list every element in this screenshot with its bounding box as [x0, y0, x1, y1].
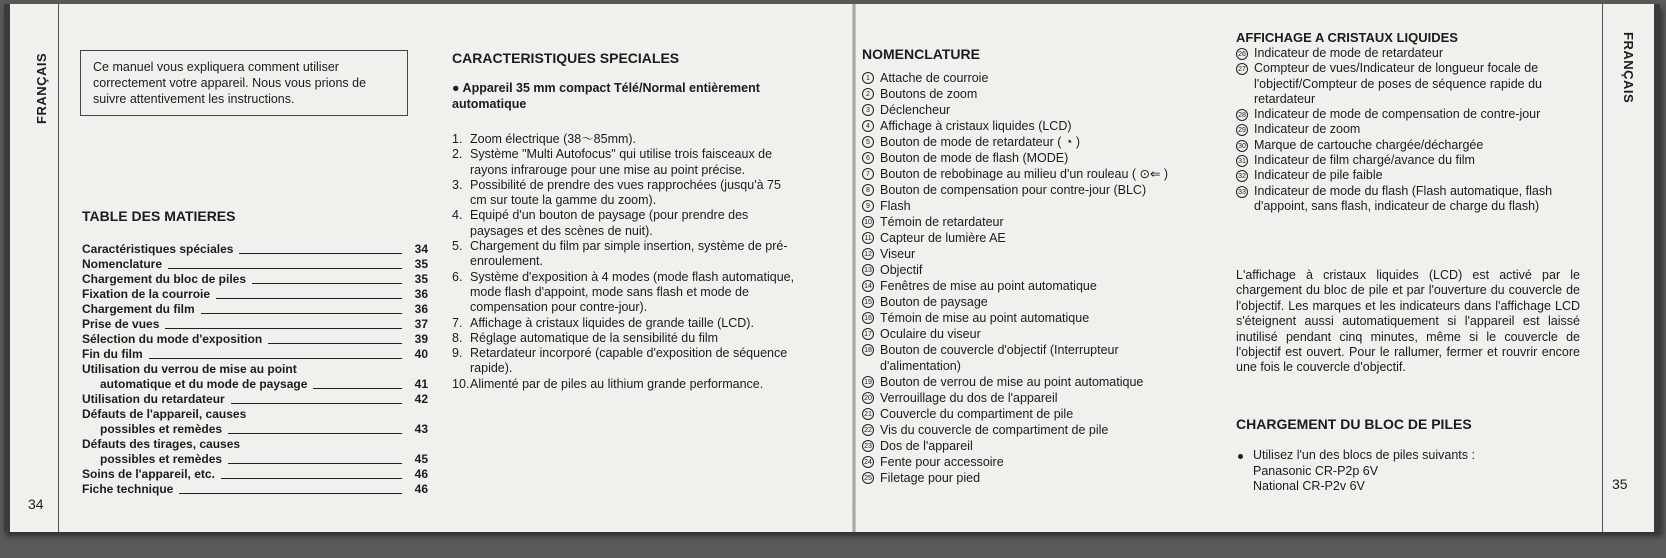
nomenclature-item-text: Bouton de compensation pour contre-jour (BLC): [880, 183, 1147, 197]
toc-entry-page: 43: [414, 422, 428, 436]
lcd-paragraph: L'affichage à cristaux liquides (LCD) est activé par le chargement du bloc de pile et par l'ouverture du couvercle de l'objectif. Les marques et les indicateurs dans l'affichage LCD s'éteignent aussi automatiquement si l'appareil est laissé inutilisé pendant cinq minutes, même si le couvercle de l'objectif est ouvert. Pour le rallumer, fermer et rouvrir encore une fois le couvercle d'objectif.: [1236, 268, 1580, 375]
nomenclature-item: [862, 390, 1202, 406]
feature-text: Zoom électrique (38～85mm).: [470, 132, 637, 146]
circled-number: 31: [1236, 155, 1248, 167]
nomenclature-item-text: Capteur de lumière AE: [880, 231, 1006, 245]
lcd-item: [1236, 138, 1580, 153]
toc-entry: [82, 272, 428, 287]
toc-entry-title: Utilisation du retardateur: [82, 392, 225, 406]
circled-number: 5: [862, 136, 874, 148]
circled-number: 21: [862, 408, 874, 420]
nomenclature-title: NOMENCLATURE: [862, 46, 980, 62]
lcd-item-text: Compteur de vues/Indicateur de longueur focale de l'objectif/Compteur de poses de séquence rapide du retardateur: [1254, 61, 1542, 106]
toc-entry: [82, 467, 428, 482]
circled-number: 15: [862, 296, 874, 308]
nomenclature-item: [862, 406, 1202, 422]
toc-entry: [82, 257, 428, 272]
battery-section: [1236, 448, 1580, 495]
lcd-title: AFFICHAGE A CRISTAUX LIQUIDES: [1236, 30, 1458, 45]
manual-spread: [4, 4, 1660, 532]
feature-text: Système d'exposition à 4 modes (mode flash automatique, mode flash d'appoint, mode sans flash et mode de compensation pour contre-jour).: [470, 269, 795, 315]
toc-entry-page: 39: [414, 332, 428, 346]
page-edge-left: [4, 4, 10, 532]
circled-number: 24: [862, 456, 874, 468]
nomenclature-item-text: Bouton de verrou de mise au point automatique: [880, 375, 1144, 389]
feature-number: 1.: [452, 132, 463, 146]
features-title: CARACTERISTIQUES SPECIALES: [452, 50, 680, 66]
battery-bullet: Utilisez l'un des blocs de piles suivants :: [1253, 448, 1475, 462]
lcd-item: [1236, 122, 1580, 137]
circled-number: 17: [862, 328, 874, 340]
nomenclature-item: [862, 102, 1202, 118]
circled-number: 28: [1236, 109, 1248, 121]
nomenclature-item: [862, 118, 1202, 134]
toc-leader: [221, 478, 402, 479]
nomenclature-list: [862, 70, 1202, 486]
toc-leader: [313, 388, 402, 389]
toc-entry-title: Fin du film: [82, 347, 143, 361]
toc-entry-page: 45: [414, 452, 428, 466]
nomenclature-item-text: Témoin de mise au point automatique: [880, 311, 1090, 325]
toc-entry: [82, 362, 428, 392]
toc-entry: [82, 332, 428, 347]
toc-entry-title: Utilisation du verrou de mise au point: [82, 362, 297, 376]
feature-item: [452, 178, 796, 209]
toc-entry-page: 35: [414, 257, 428, 271]
toc-entry-title-cont: possibles et remèdes: [100, 452, 223, 466]
toc-entry-title: Chargement du bloc de piles: [82, 272, 247, 286]
toc-leader: [168, 268, 402, 269]
toc-entry-page: 37: [414, 317, 428, 331]
toc-entry-page: 40: [414, 347, 428, 361]
circled-number: 23: [862, 440, 874, 452]
toc-entry: [82, 287, 428, 302]
toc-leader: [268, 343, 402, 344]
page-number-right: 35: [1612, 476, 1628, 492]
nomenclature-item-text: Oculaire du viseur: [880, 327, 981, 341]
feature-number: 9.: [452, 346, 463, 361]
nomenclature-item: [862, 294, 1202, 310]
nomenclature-item: [862, 310, 1202, 326]
nomenclature-item: [862, 166, 1202, 182]
toc-entry: [82, 407, 428, 437]
nomenclature-item: [862, 70, 1202, 86]
toc-entry-title: Défauts des tirages, causes: [82, 437, 241, 451]
intro-box: Ce manuel vous expliquera comment utiliser correctement votre appareil. Nous vous prions de suivre attentivement les instructions.: [80, 50, 408, 116]
toc-entry-page: 36: [414, 302, 428, 316]
nomenclature-item: [862, 214, 1202, 230]
margin-rule-right: [1602, 4, 1603, 532]
circled-number: 13: [862, 264, 874, 276]
nomenclature-item: [862, 230, 1202, 246]
toc-entry-page: 42: [414, 392, 428, 406]
nomenclature-item: [862, 422, 1202, 438]
toc-title: TABLE DES MATIERES: [82, 208, 236, 224]
toc-leader: [216, 298, 402, 299]
nomenclature-item: [862, 150, 1202, 166]
circled-number: 3: [862, 104, 874, 116]
nomenclature-item-text: Boutons de zoom: [880, 87, 978, 101]
toc-entry-title: Sélection du mode d'exposition: [82, 332, 263, 346]
circled-number: 8: [862, 184, 874, 196]
feature-number: 10.: [452, 376, 470, 391]
bullet-dot: [1238, 454, 1243, 459]
nomenclature-item-text: Bouton de mode de flash (MODE): [880, 151, 1069, 165]
toc-entry: [82, 437, 428, 467]
nomenclature-item: [862, 470, 1202, 486]
feature-number: 7.: [452, 315, 463, 330]
toc-entry-title: Prise de vues: [82, 317, 160, 331]
circled-number: 25: [862, 472, 874, 484]
toc-entry: [82, 347, 428, 362]
feature-item: [452, 346, 796, 377]
lcd-item-text: Indicateur de zoom: [1254, 122, 1361, 137]
toc-entry-line: [82, 422, 428, 437]
toc-entry: [82, 392, 428, 407]
battery-line-1: Panasonic CR-P2p 6V: [1253, 463, 1379, 478]
feature-text: Possibilité de prendre des vues rapprochées (jusqu'à 75 cm sur toute la gamme du zoom).: [470, 177, 781, 208]
nomenclature-item: [862, 438, 1202, 454]
nomenclature-item-text: Objectif: [880, 263, 923, 277]
lcd-item: [1236, 107, 1580, 122]
nomenclature-item-text: Vis du couvercle de compartiment de pile: [880, 423, 1109, 437]
toc-entry: [82, 242, 428, 257]
toc-leader: [165, 328, 402, 329]
feature-text: Affichage à cristaux liquides de grande taille (LCD).: [470, 315, 754, 330]
language-tab-right: FRANÇAIS: [1621, 32, 1636, 104]
nomenclature-item: [862, 198, 1202, 214]
features-list: [452, 132, 796, 392]
lcd-item: [1236, 168, 1580, 183]
toc-entry-title: Caractéristiques spéciales: [82, 242, 234, 256]
feature-text: Equipé d'un bouton de paysage (pour prendre des paysages et des scènes de nuit).: [470, 208, 749, 238]
toc-leader: [239, 253, 402, 254]
nomenclature-item-text: Couvercle du compartiment de pile: [880, 407, 1074, 421]
feature-item: [452, 208, 796, 239]
toc-leader: [231, 403, 402, 404]
lcd-item: [1236, 46, 1580, 61]
nomenclature-item-text: Bouton de paysage: [880, 295, 988, 309]
book-gutter: [852, 4, 856, 532]
feature-item: [452, 147, 796, 178]
feature-text: Réglage automatique de la sensibilité du film: [470, 330, 719, 345]
circled-number: 1: [862, 72, 874, 84]
toc-leader: [201, 313, 402, 314]
page-number-left: 34: [28, 496, 44, 512]
toc-entry-title: Fiche technique: [82, 482, 174, 496]
lcd-item-text: Indicateur de mode de compensation de contre-jour: [1254, 107, 1541, 122]
toc-entry: [82, 482, 428, 497]
circled-number: 4: [862, 120, 874, 132]
toc-entry-page: 41: [414, 377, 428, 391]
toc-entry-page: 46: [414, 467, 428, 481]
circled-number: 12: [862, 248, 874, 260]
nomenclature-item-text: Bouton de mode de retardateur ( ◔ ): [880, 135, 1081, 149]
toc-leader: [228, 433, 402, 434]
nomenclature-item-text: Attache de courroie: [880, 71, 989, 85]
circled-number: 9: [862, 200, 874, 212]
toc-leader: [252, 283, 402, 284]
toc-entry: [82, 317, 428, 332]
nomenclature-item-text: Déclencheur: [880, 103, 951, 117]
circled-number: 26: [1236, 48, 1248, 60]
nomenclature-item-text: Fente pour accessoire: [880, 455, 1004, 469]
nomenclature-item-text: Dos de l'appareil: [880, 439, 973, 453]
toc-entry-page: 46: [414, 482, 428, 496]
feature-item: [452, 377, 796, 392]
feature-text: Chargement du film par simple insertion, système de pré-enroulement.: [470, 239, 788, 269]
toc-entry-line: [82, 377, 428, 392]
circled-number: 7: [862, 168, 874, 180]
nomenclature-item-text: Viseur: [880, 247, 916, 261]
battery-line-2: National CR-P2v 6V: [1253, 479, 1365, 493]
feature-number: 4.: [452, 208, 463, 223]
toc-entry-line: [82, 452, 428, 467]
circled-number: 20: [862, 392, 874, 404]
feature-text: Système "Multi Autofocus" qui utilise trois faisceaux de rayons infrarouge pour une mise au point précise.: [470, 147, 773, 177]
circled-number: 30: [1236, 140, 1248, 152]
nomenclature-item: [862, 326, 1202, 342]
nomenclature-item: [862, 134, 1202, 150]
circled-number: 6: [862, 152, 874, 164]
circled-number: 11: [862, 232, 874, 244]
circled-number: 10: [862, 216, 874, 228]
language-tab-left: FRANÇAIS: [34, 52, 49, 124]
circled-number: 22: [862, 424, 874, 436]
circled-number: 19: [862, 376, 874, 388]
lcd-item-text: Indicateur de pile faible: [1254, 168, 1383, 183]
circled-number: 2: [862, 88, 874, 100]
feature-number: 8.: [452, 330, 463, 345]
nomenclature-item: [862, 182, 1202, 198]
toc-leader: [228, 463, 402, 464]
circled-number: 18: [862, 344, 874, 356]
lcd-item: [1236, 153, 1580, 168]
feature-text: Retardateur incorporé (capable d'exposition de séquence rapide).: [470, 346, 788, 376]
nomenclature-item: [862, 246, 1202, 262]
nomenclature-item-text: Fenêtres de mise au point automatique: [880, 279, 1097, 293]
nomenclature-item: [862, 86, 1202, 102]
lcd-item: [1236, 61, 1580, 107]
features-subtitle: ● Appareil 35 mm compact Télé/Normal entièrement automatique: [452, 81, 760, 111]
nomenclature-item: [862, 374, 1202, 390]
lcd-list: [1236, 46, 1580, 214]
feature-number: 3.: [452, 177, 463, 192]
nomenclature-item-text: Filetage pour pied: [880, 471, 981, 485]
nomenclature-item-text: Flash: [880, 199, 911, 213]
nomenclature-item: [862, 278, 1202, 294]
margin-rule-left: [58, 4, 59, 532]
circled-number: 29: [1236, 124, 1248, 136]
feature-item: [452, 132, 796, 147]
circled-number: 32: [1236, 170, 1248, 182]
circled-number: 33: [1236, 186, 1248, 198]
feature-item: [452, 331, 796, 346]
toc-entry-title: Fixation de la courroie: [82, 287, 211, 301]
toc-leader: [179, 493, 402, 494]
nomenclature-item: [862, 342, 1202, 374]
nomenclature-item-text: Bouton de couvercle d'objectif (Interrupteur d'alimentation): [880, 343, 1119, 373]
table-of-contents: [82, 242, 428, 497]
nomenclature-item-text: Bouton de rebobinage au milieu d'un rouleau ( ⊙⇐ ): [880, 167, 1169, 181]
nomenclature-item: [862, 262, 1202, 278]
nomenclature-item-text: Témoin de retardateur: [880, 215, 1004, 229]
toc-entry-page: 36: [414, 287, 428, 301]
feature-number: 6.: [452, 269, 463, 284]
feature-item: [452, 270, 796, 316]
lcd-item-text: Indicateur de mode de retardateur: [1254, 46, 1444, 60]
toc-entry-title: Soins de l'appareil, etc.: [82, 467, 215, 481]
feature-item: [452, 239, 796, 270]
nomenclature-item-text: Affichage à cristaux liquides (LCD): [880, 119, 1072, 133]
circled-number: 27: [1236, 63, 1248, 75]
feature-text: Alimenté par de piles au lithium grande performance.: [470, 376, 764, 391]
page-edge-right: [1654, 4, 1660, 532]
toc-entry-page: 34: [414, 242, 428, 256]
toc-entry: [82, 302, 428, 317]
circled-number: 14: [862, 280, 874, 292]
nomenclature-item: [862, 454, 1202, 470]
lcd-item-text: Indicateur de film chargé/avance du film: [1254, 153, 1475, 168]
feature-item: [452, 316, 796, 331]
feature-number: 5.: [452, 239, 463, 254]
lcd-item-text: Marque de cartouche chargée/déchargée: [1254, 137, 1484, 152]
toc-entry-title: Défauts de l'appareil, causes: [82, 407, 247, 421]
toc-entry-title: Nomenclature: [82, 257, 163, 271]
toc-entry-title-cont: possibles et remèdes: [100, 422, 223, 436]
toc-entry-title-cont: automatique et du mode de paysage: [100, 377, 308, 391]
nomenclature-item-text: Verrouillage du dos de l'appareil: [880, 391, 1058, 405]
toc-entry-page: 35: [414, 272, 428, 286]
circled-number: 16: [862, 312, 874, 324]
lcd-item-text: Indicateur de mode du flash (Flash automatique, flash d'appoint, sans flash, indicateur de charge du flash): [1254, 183, 1553, 213]
toc-entry-title: Chargement du film: [82, 302, 195, 316]
toc-leader: [149, 358, 402, 359]
battery-title: CHARGEMENT DU BLOC DE PILES: [1236, 416, 1472, 432]
feature-number: 2.: [452, 147, 463, 162]
lcd-item: [1236, 184, 1580, 215]
